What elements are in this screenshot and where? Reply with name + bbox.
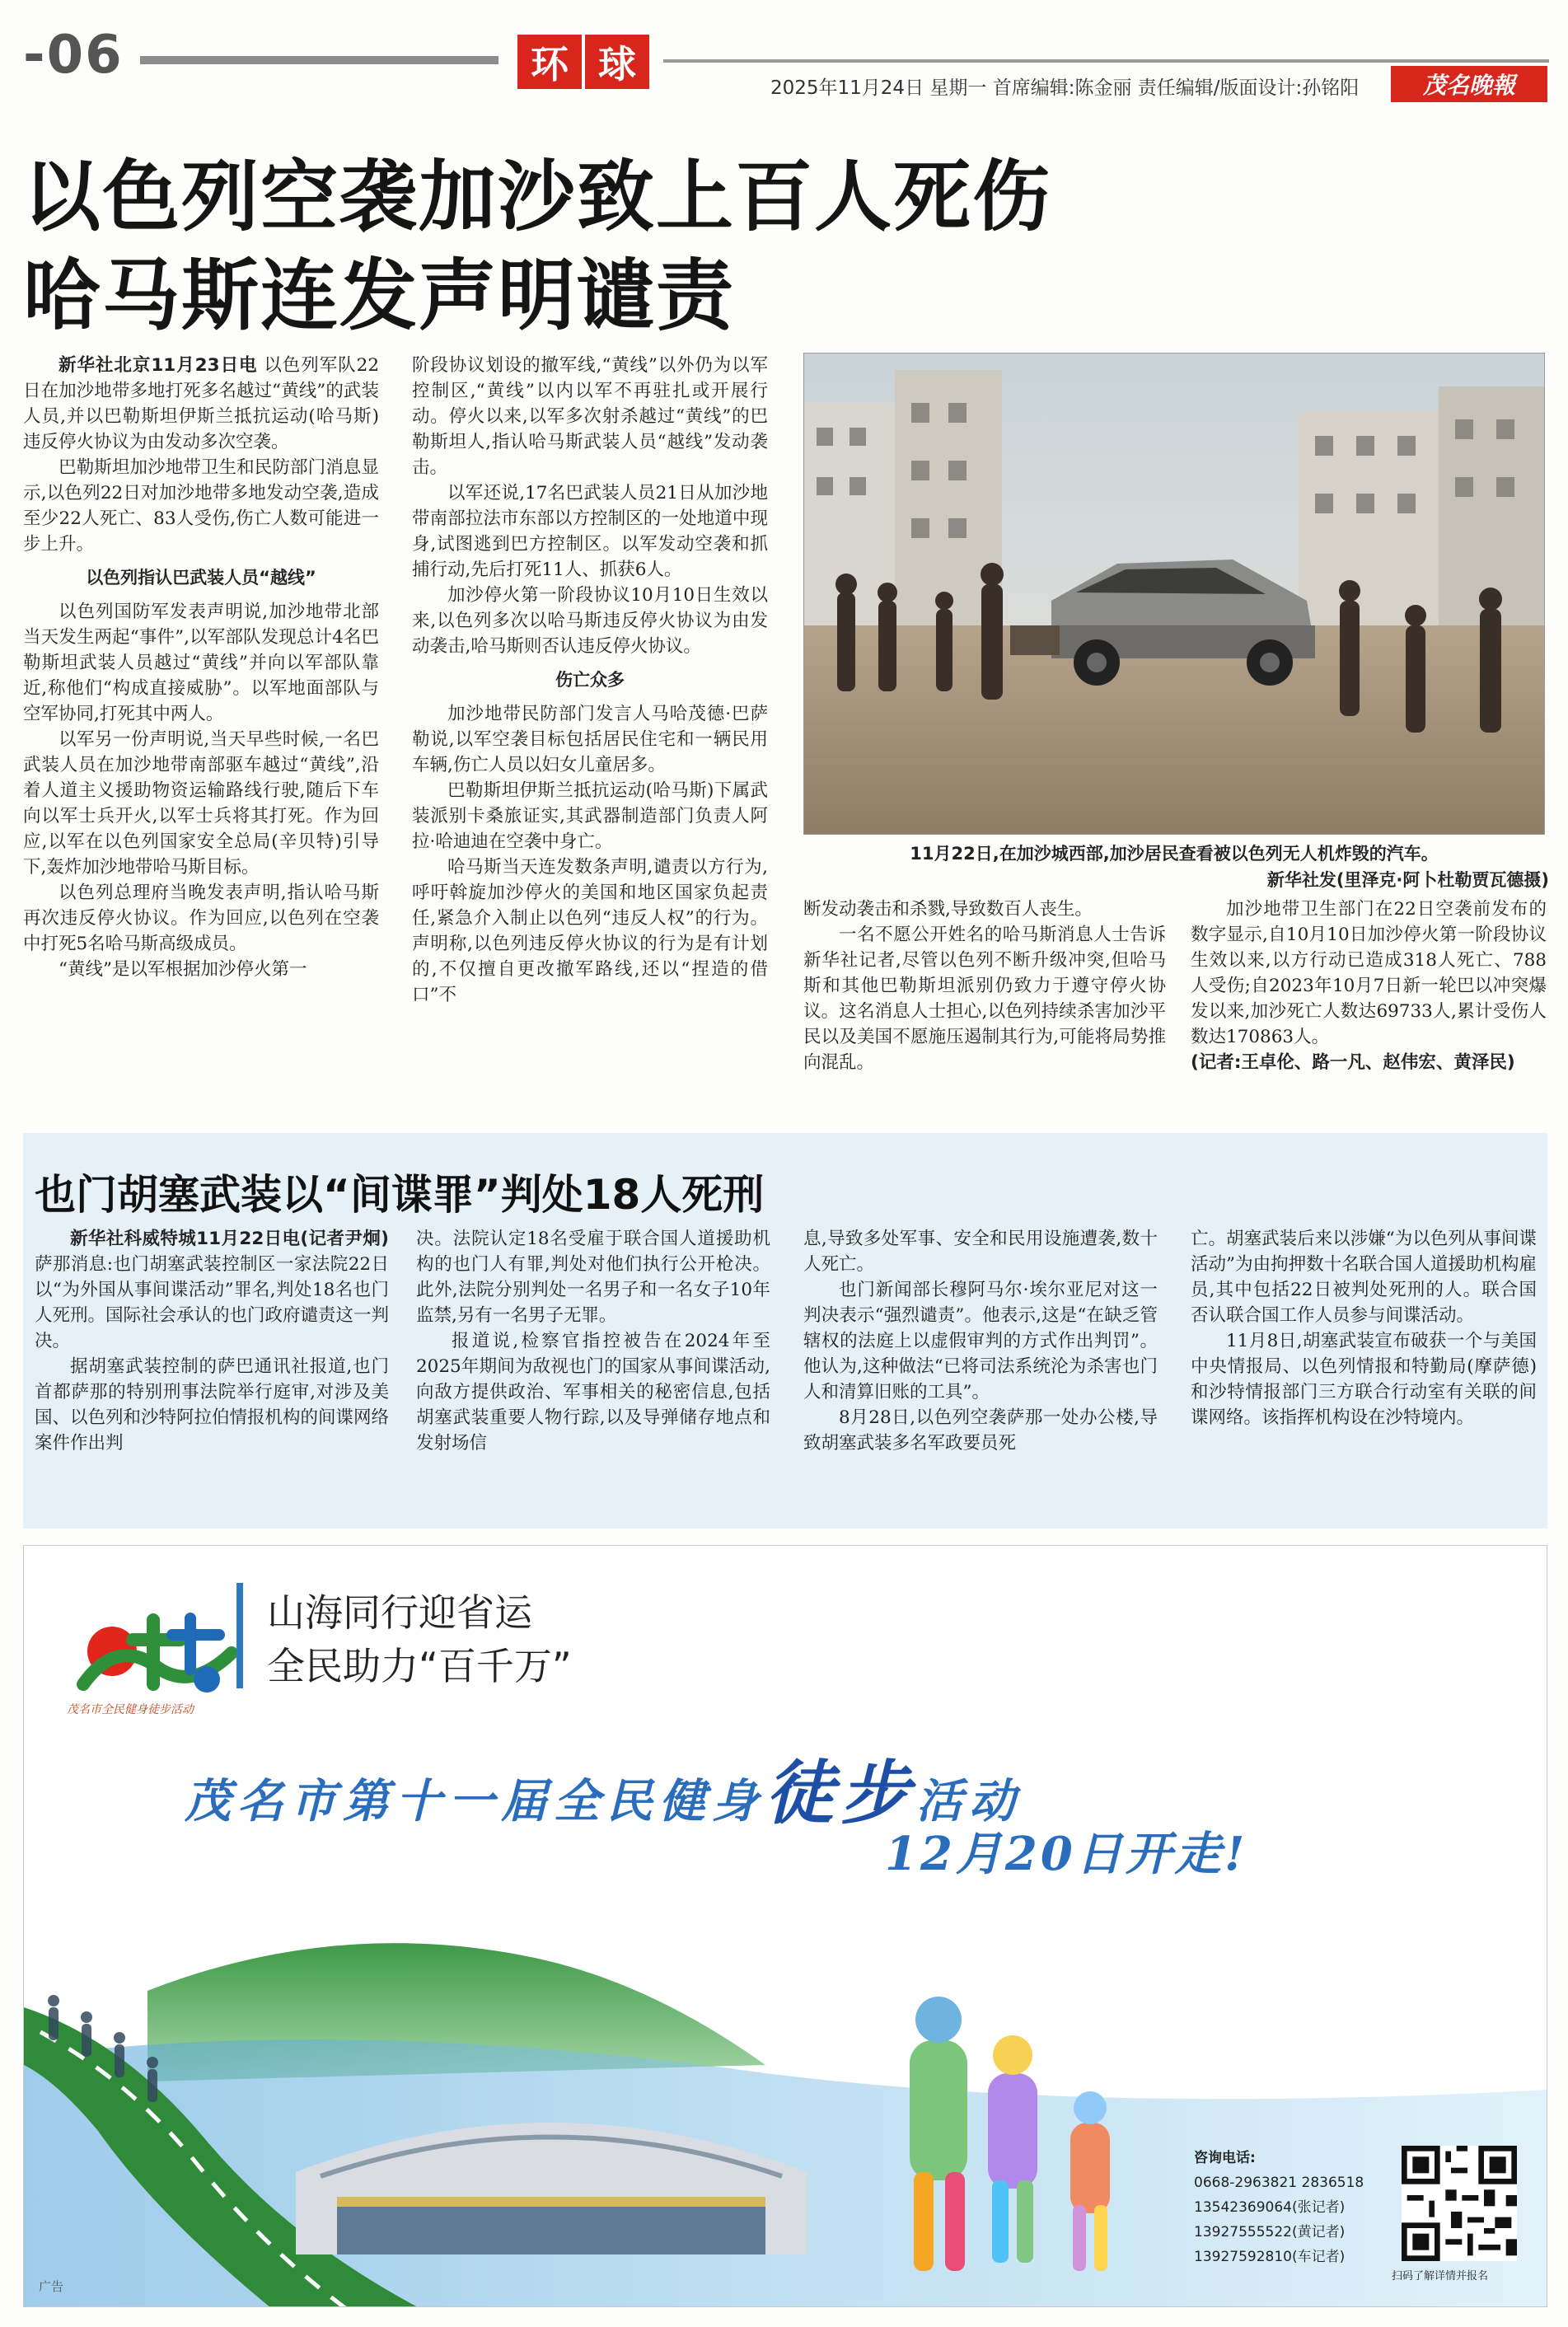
article1-subhead: 伤亡众多 — [555, 670, 625, 690]
article1-column-4 — [1191, 897, 1547, 1075]
qr-caption: 扫码了解详情并报名 — [1392, 2270, 1489, 2283]
article1-paragraph: 以色列军队22日在加沙地带多地打死多名越过“黄线”的武装人员,并以巴勒斯坦伊斯兰抵抗运动(哈马斯)违反停火协议为由发动多次空袭。 — [23, 355, 380, 452]
article1-paragraph: 以军另一份声明说,当天早些时候,一名巴武装人员在加沙地带南部驱车越过“黄线”,沿着人道主义援助物资运输路线行驶,随后下车向以军士兵开火,以军士兵将其打死。作为回应,以军在以色列国家安全总局(辛贝特)引导下,轰炸加沙地带哈马斯目标。 — [23, 729, 379, 878]
contact-title: 咨询电话: — [1194, 2150, 1256, 2166]
contact-line: 0668-2963821 2836518 — [1194, 2175, 1364, 2191]
article2-paragraph: 8月28日,以色列空袭萨那一处办公楼,导致胡塞武装多名军政要员死 — [803, 1407, 1158, 1454]
article2-paragraph: 据胡塞武装控制的萨巴通讯社报道,也门首都萨那的特别刑事法院举行庭审,对涉及美国、以色列和沙特阿拉伯情报机构的间谍网络案件作出判 — [35, 1356, 390, 1454]
article1-paragraph: 以军还说,17名巴武装人员21日从加沙地带南部拉法市东部以方控制区的一处地道中现身,试图逃到巴方控制区。以军发动空袭和抓捕行动,先后打死11人、抓获6人。 — [412, 483, 768, 580]
article2-paragraph: 11月8日,胡塞武装宣布破获一个与美国中央情报局、以色列情报和特勤局(摩萨德)和沙特情报部门三方联合行动室有关联的间谍网络。该指挥机构设在沙特境内。 — [1191, 1331, 1537, 1428]
article2-dateline: 新华社科威特城11月22日电(记者尹炯) — [70, 1229, 389, 1249]
contact-block — [1194, 2146, 1364, 2269]
logo-caption: 茂名市全民健身徒步活动 — [67, 1703, 194, 1716]
slogan-bar — [236, 1583, 243, 1688]
article1-subhead: 以色列指认巴武装人员“越线” — [86, 568, 316, 588]
event-logo — [67, 1587, 256, 1719]
article1-paragraph: 以色列国防军发表声明说,加沙地带北部当天发生两起“事件”,以军部队发现总计4名巴勒斯坦武装人员越过“黄线”并向以军部队靠近,称他们“构成直接威胁”。以军地面部队与空军协同,打死其中两人。 — [23, 602, 379, 724]
slogan-line-1: 山海同行迎省运 — [267, 1590, 532, 1635]
article1-headline-line2: 哈马斯连发声明谴责 — [23, 251, 736, 341]
article1-dateline: 新华社北京11月23日电 — [59, 355, 258, 376]
article2-column-2 — [416, 1226, 770, 1456]
contact-line: 13542369064(张记者) — [1194, 2199, 1346, 2216]
article1-byline: (记者:王卓伦、路一凡、赵伟宏、黄泽民) — [1191, 1052, 1515, 1073]
page-header — [0, 0, 1568, 115]
photo-caption: 11月22日,在加沙城西部,加沙居民查看被以色列无人机炸毁的汽车。 — [910, 844, 1439, 864]
article1-paragraph: 巴勒斯坦加沙地带卫生和民防部门消息显示,以色列22日对加沙地带多地发动空袭,造成至少22人死亡、83人受伤,伤亡人数可能进一步上升。 — [23, 457, 379, 555]
header-rule — [140, 56, 498, 64]
ad-label: 广告 — [39, 2279, 64, 2294]
article1-paragraph: 一名不愿公开姓名的哈马斯消息人士告诉新华社记者,尽管以色列不断升级冲突,但哈马斯和其他巴勒斯坦派别仍致力于遵守停火协议。这名消息人士担心,以色列持续杀害加沙平民以及美国不愿施压遏制其行为,可能将局势推向混乱。 — [803, 925, 1166, 1073]
event-title-part-1: 茂名市第十一届全民健身 — [185, 1774, 765, 1828]
slogan-line-2: 全民助力“百千万” — [267, 1644, 572, 1688]
article1-paragraph: 加沙地带民防部门发言人马哈茂德·巴萨勒说,以军空袭目标包括居民住宅和一辆民用车辆,伤亡人员以妇女儿童居多。 — [412, 704, 768, 775]
event-date: 12月20日开走! — [885, 1827, 1248, 1881]
event-title-highlight: 徒步 — [765, 1752, 917, 1833]
article2-column-4 — [1191, 1226, 1537, 1430]
article1-paragraph: “黄线”是以军根据加沙停火第一 — [59, 959, 307, 980]
page-number: -06 — [23, 25, 124, 86]
article2-headline: 也门胡塞武装以“间谍罪”判处18人死刑 — [35, 1171, 765, 1219]
article1-paragraph: 加沙地带卫生部门在22日空袭前发布的数字显示,自10月10日加沙停火第一阶段协议生效以来,以方行动已造成318人死亡、788人受伤;自2023年10月7日新一轮巴以冲突爆发以来,加沙死亡人数达69733人,累计受伤人数达170863人。 — [1191, 899, 1547, 1047]
article2-paragraph: 息,导致多处军事、安全和民用设施遭袭,数十人死亡。 — [803, 1229, 1158, 1275]
advertisement — [23, 1545, 1547, 2307]
masthead-logo: 茂名晚報 — [1391, 66, 1547, 102]
header-right-rule — [663, 59, 1549, 63]
article2-paragraph: 也门新闻部长穆阿马尔·埃尔亚尼对这一判决表示“强烈谴责”。他表示,这是“在缺乏管辖权的法庭上以虚假审判的方式作出判罚”。他认为,这种做法“已将司法系统沦为杀害也门人和清算旧账的工具”。 — [803, 1280, 1158, 1402]
section-char-2: 球 — [585, 35, 649, 89]
article1-headline-line1: 以色列空袭加沙致上百人死伤 — [23, 152, 1052, 242]
photo-credit: 新华社发(里泽克·阿卜杜勒贾瓦德摄) — [1266, 870, 1549, 890]
qr-code[interactable] — [1402, 2146, 1517, 2261]
section-tag — [517, 35, 649, 89]
event-title-part-2: 活动 — [916, 1774, 1023, 1828]
article1-paragraph: 以色列总理府当晚发表声明,指认哈马斯再次违反停火协议。作为回应,以色列在空袭中打死5名哈马斯高级成员。 — [23, 883, 379, 954]
article1-paragraph: 巴勒斯坦伊斯兰抵抗运动(哈马斯)下属武装派别卡桑旅证实,其武器制造部门负责人阿拉·哈迪迪在空袭中身亡。 — [412, 780, 768, 852]
article1-column-1 — [23, 353, 379, 982]
article2-column-1 — [35, 1226, 389, 1456]
header-info: 2025年11月24日 星期一 首席编辑:陈金丽 责任编辑/版面设计:孙铭阳 — [770, 77, 1360, 99]
article2-paragraph: 报道说,检察官指控被告在2024年至2025年期间为敌视也门的国家从事间谍活动,向敌方提供政治、军事相关的秘密信息,包括胡塞武装重要人物行踪,以及导弹储存地点和发射场信 — [416, 1331, 770, 1454]
article1-column-3 — [803, 897, 1166, 1075]
article1-headline — [23, 148, 1051, 346]
article1-paragraph: 断发动袭击和杀戮,导致数百人丧生。 — [803, 899, 1093, 920]
contact-line: 13927555522(黄记者) — [1194, 2224, 1346, 2240]
article2-paragraph: 萨那消息:也门胡塞武装控制区一家法院22日以“为外国从事间谍活动”罪名,判处18名也门人死刑。国际社会承认的也门政府谴责这一判决。 — [35, 1254, 390, 1351]
contact-line: 13927592810(车记者) — [1194, 2249, 1346, 2265]
article1-column-2 — [412, 353, 768, 1008]
article2-paragraph: 决。法院认定18名受雇于联合国人道援助机构的也门人有罪,判处对他们执行公开枪决。此外,法院分别判处一名男子和一名女子10年监禁,另有一名男子无罪。 — [416, 1229, 770, 1326]
news-photo — [803, 353, 1545, 835]
article1-paragraph: 加沙停火第一阶段协议10月10日生效以来,以色列多次以哈马斯违反停火协议为由发动袭击,哈马斯则否认违反停火协议。 — [412, 585, 768, 657]
article2-column-3 — [803, 1226, 1158, 1456]
article1-paragraph: 哈马斯当天连发数条声明,谴责以方行为,呼吁斡旋加沙停火的美国和地区国家负起责任,紧急介入制止以色列“违反人权”的行为。声明称,以色列违反停火协议的行为是有计划的,不仅擅自更改撤军路线,还以“捏造的借口”不 — [412, 857, 768, 1005]
article2-paragraph: 亡。胡塞武装后来以涉嫌“为以色列从事间谍活动”为由拘押数十名联合国人道援助机构雇员,其中包括22日被判处死刑的人。联合国否认联合国工作人员参与间谍活动。 — [1191, 1229, 1537, 1326]
section-char-1: 环 — [517, 35, 582, 89]
article1-paragraph: 阶段协议划设的撤军线,“黄线”以外仍为以军控制区,“黄线”以内以军不再驻扎或开展行动。停火以来,以军多次射杀越过“黄线”的巴勒斯坦人,指认哈马斯武装人员“越线”发动袭击。 — [412, 355, 768, 478]
